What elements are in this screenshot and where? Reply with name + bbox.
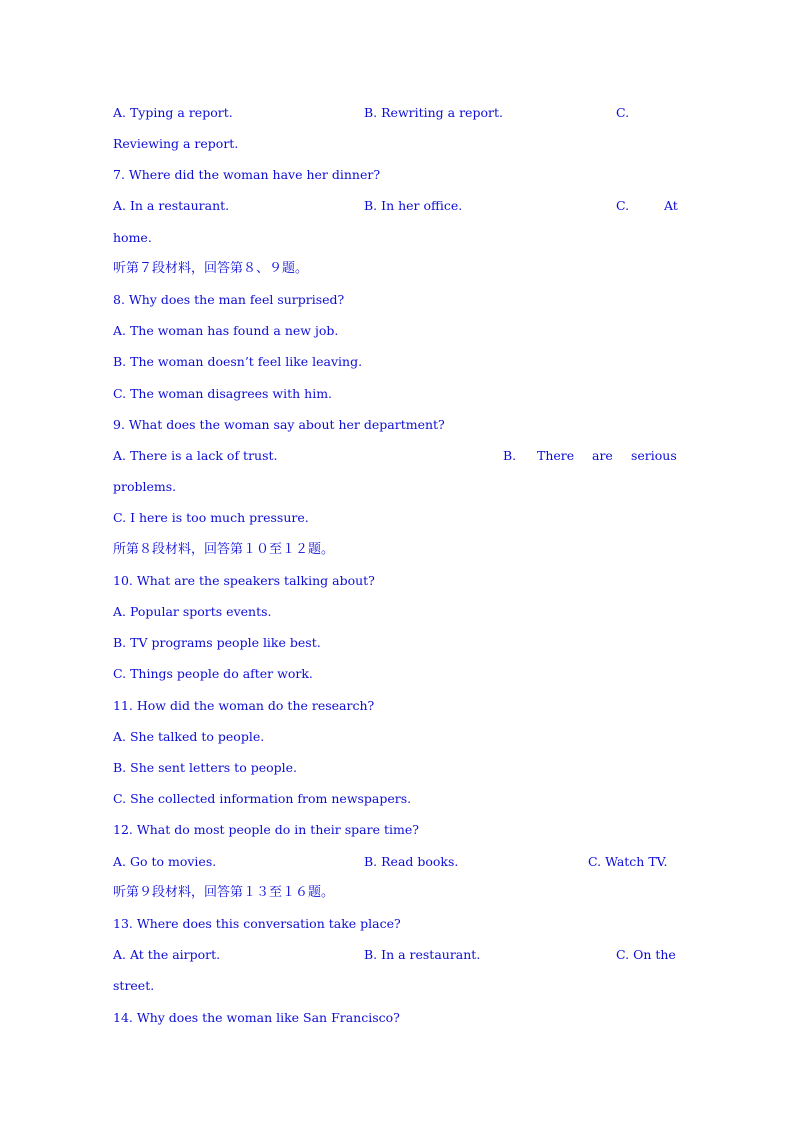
- option-8c: C. The woman disagrees with him.: [113, 386, 333, 401]
- option-10a: A. Popular sports events.: [113, 604, 272, 619]
- option-7a: A. In a restaurant.: [113, 198, 230, 213]
- option-9b-word1: There: [537, 448, 575, 463]
- option-13b: B. In a restaurant.: [364, 947, 481, 962]
- option-9b-text: problems.: [113, 479, 177, 494]
- option-11c: C. She collected information from newspapers.: [113, 791, 412, 806]
- option-6a: A. Typing a report.: [113, 105, 233, 120]
- option-12a: A. Go to movies.: [113, 854, 217, 869]
- option-13a: A. At the airport.: [113, 947, 221, 962]
- option-9b-label: B.: [503, 448, 517, 463]
- option-6c-label: C.: [616, 105, 630, 120]
- option-10b: B. TV programs people like best.: [113, 635, 321, 650]
- option-12c: C. Watch TV.: [588, 854, 668, 869]
- option-7c-label: C.: [616, 198, 630, 213]
- section-heading-7: 听第７段材料，回答第８、９题。: [113, 261, 309, 276]
- question-9: 9. What does the woman say about her department?: [113, 417, 445, 432]
- option-9a: A. There is a lack of trust.: [113, 448, 278, 463]
- option-7c-text: home.: [113, 230, 152, 245]
- option-7b: B. In her office.: [364, 198, 463, 213]
- section-heading-8: 所第８段材料，回答第１０至１２题。: [113, 542, 335, 557]
- option-11b: B. She sent letters to people.: [113, 760, 297, 775]
- section-heading-9: 听第９段材料，回答第１３至１６题。: [113, 885, 335, 900]
- option-8b: B. The woman doesn’t feel like leaving.: [113, 354, 363, 369]
- question-14: 14. Why does the woman like San Francisco?: [113, 1010, 400, 1025]
- option-10c: C. Things people do after work.: [113, 666, 313, 681]
- option-13c-text: street.: [113, 978, 155, 993]
- option-13c: C. On the: [616, 947, 676, 962]
- option-12b: B. Read books.: [364, 854, 459, 869]
- question-13: 13. Where does this conversation take place?: [113, 916, 401, 931]
- question-10: 10. What are the speakers talking about?: [113, 573, 375, 588]
- question-11: 11. How did the woman do the research?: [113, 698, 375, 713]
- option-8a: A. The woman has found a new job.: [113, 323, 339, 338]
- option-6c-text: Reviewing a report.: [113, 136, 239, 151]
- option-11a: A. She talked to people.: [113, 729, 265, 744]
- option-9c: C. I here is too much pressure.: [113, 510, 309, 525]
- option-7c-word: At: [664, 198, 678, 213]
- option-9b-word3: serious: [631, 448, 677, 463]
- option-9b-word2: are: [592, 448, 613, 463]
- question-7: 7. Where did the woman have her dinner?: [113, 167, 381, 182]
- question-12: 12. What do most people do in their spare time?: [113, 822, 419, 837]
- option-6b: B. Rewriting a report.: [364, 105, 503, 120]
- question-8: 8. Why does the man feel surprised?: [113, 292, 345, 307]
